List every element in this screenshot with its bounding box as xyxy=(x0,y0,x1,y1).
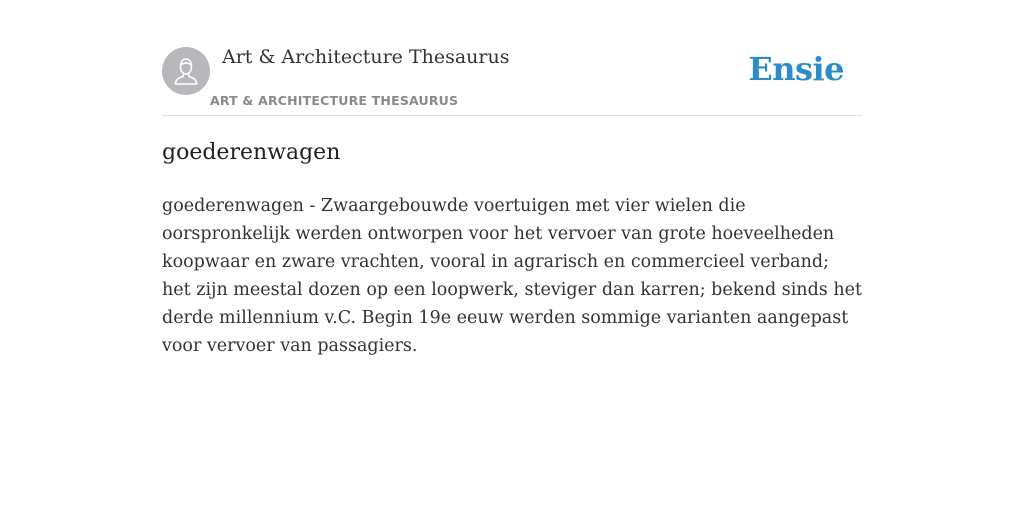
author-name[interactable]: Art & Architecture Thesaurus xyxy=(222,46,510,68)
ensie-logo[interactable]: Ensie xyxy=(748,50,844,88)
term-definition: goederenwagen - Zwaargebouwde voertuigen met vier wielen die oorspronkelijk werden ontworpen voor het vervoer van grote hoeveelheden koopwaar en zware vrachten, vooral in agrarisch en commercieel verband; het zijn meestal dozen op een loopwerk, steviger dan karren; bekend sinds het derde millennium v.C. Begin 19e eeuw werden sommige varianten aangepast voor vervoer van passagiers. xyxy=(162,196,862,356)
term-title: goederenwagen xyxy=(162,140,341,165)
avatar[interactable] xyxy=(162,47,210,95)
user-silhouette-icon xyxy=(162,47,210,95)
page-container xyxy=(162,0,862,356)
source-label[interactable]: ART & ARCHITECTURE THESAURUS xyxy=(210,93,459,108)
entry-header xyxy=(162,0,862,116)
